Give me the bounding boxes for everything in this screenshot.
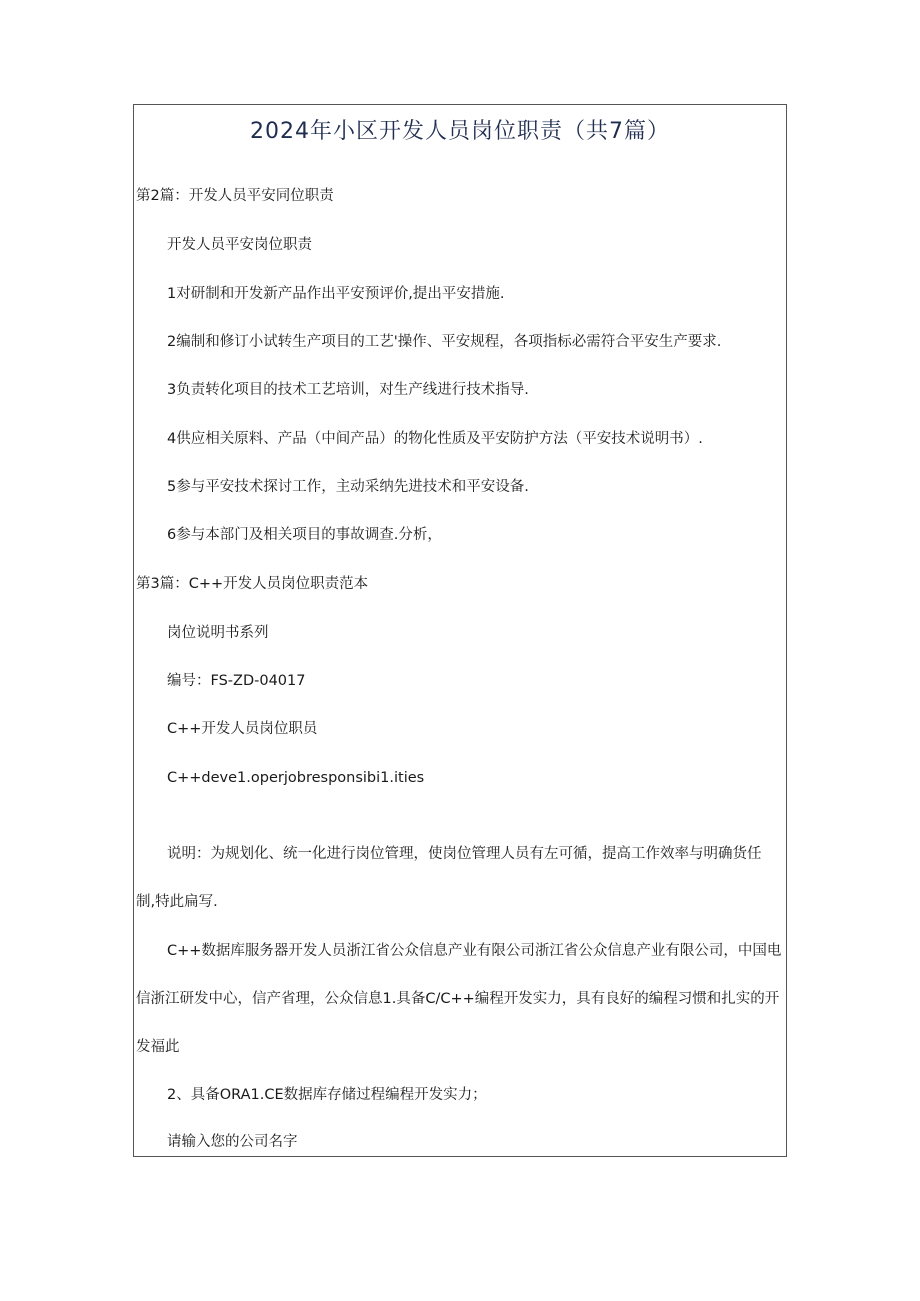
section-3-body-line-1: C++数据库服务器开发人员浙江省公众信息产业有限公司浙江省公众信息产业有限公司，中国电 [167, 943, 782, 959]
section-3-series: 岗位说明书系列 [167, 625, 269, 641]
section-2-item-6: 6参与本部门及相关项目的事故调查.分析， [167, 527, 442, 543]
section-3-heading: 第3篇：C++开发人员岗位职责范本 [136, 576, 369, 592]
section-3-description-line-2: 制,特此扁写. [136, 894, 218, 910]
section-2-item-2: 2编制和修订小试转生产项目的工艺'操作、平安规程，各项指标必需符合平安生产要求. [167, 334, 722, 350]
section-3-item-2: 2、具备ORA1.CE数据库存储过程编程开发实力； [167, 1087, 487, 1103]
section-3-code: 编号：FS-ZD-04017 [167, 673, 306, 689]
section-2-item-1: 1对研制和开发新产品作出平安预评价,提出平安措施. [167, 286, 505, 302]
section-2-heading: 第2篇：开发人员平安同位职责 [136, 188, 334, 204]
section-3-company-prompt: 请输入您的公司名字 [167, 1134, 298, 1150]
section-2-item-4: 4供应相关原料、产品（中间产品）的物化性质及平安防护方法（平安技术说明书）. [167, 431, 703, 447]
section-3-role-cn: C++开发人员岗位职员 [167, 721, 318, 737]
section-2-item-5: 5参与平安技术探讨工作，主动采纳先进技术和平安设备. [167, 479, 529, 495]
section-3-body-line-3: 发福此 [136, 1039, 180, 1055]
section-2-item-3: 3负责转化项目的技术工艺培训，对生产线进行技术指导. [167, 382, 529, 398]
section-3-body-line-2: 信浙江研发中心，信产省理，公众信息1.具备C/C++编程开发实力，具有良好的编程习惯和扎实的开 [136, 991, 780, 1007]
section-3-description-line-1: 说明：为规划化、统一化进行岗位管理，使岗位管理人员有左可循，提高工作效率与明确货任 [167, 846, 762, 862]
section-3-role-en: C++deve1.operjobresponsibi1.ities [167, 770, 425, 786]
document-title: 2024年小区开发人员岗位职责（共7篇） [250, 119, 670, 144]
section-2-subtitle: 开发人员平安岗位职责 [167, 237, 312, 253]
